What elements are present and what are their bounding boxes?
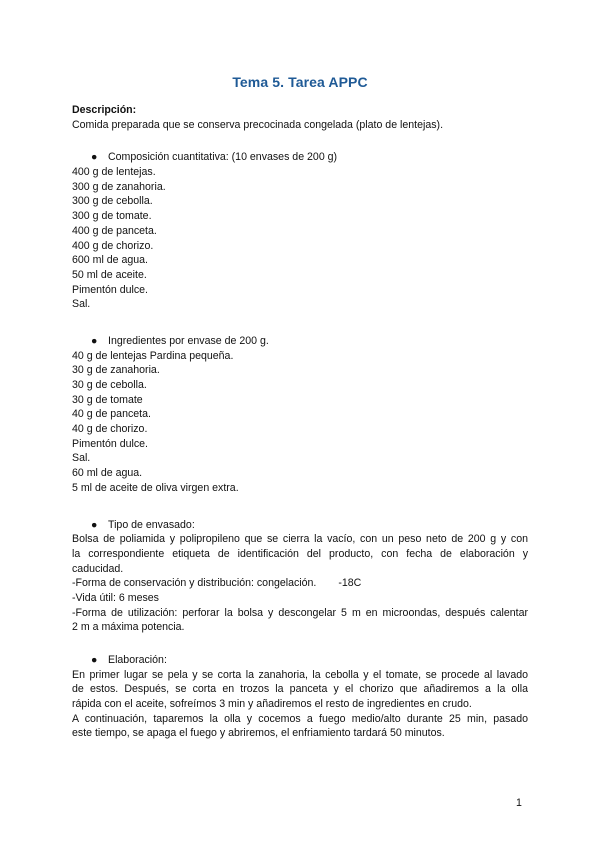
list-item: 400 g de lentejas. (72, 166, 156, 179)
elaboracion-bullet (72, 653, 528, 668)
composicion-list (72, 165, 528, 312)
ingredientes-bullet (72, 334, 528, 349)
bullet-icon: ● (91, 151, 98, 164)
descripcion-text: Comida preparada que se conserva precocinada congelada (plato de lentejas). (72, 118, 444, 131)
envasado-bullet (72, 518, 528, 533)
elaboracion-paragraph-line: de estos. Después, se corta en trozos la panceta y el chorizo que añadiremos a la olla (72, 683, 528, 696)
list-item: 60 ml de agua. (72, 467, 143, 480)
list-item: 300 g de tomate. (72, 210, 152, 223)
utilizacion-line: -Forma de utilización: perforar la bolsa y descongelar 5 m en microondas, después calentar (72, 606, 528, 619)
conservacion-label: -Forma de conservación y distribución: congelación. (72, 577, 317, 590)
list-item: 30 g de zanahoria. (72, 364, 160, 377)
ingredientes-list (72, 349, 528, 496)
list-item: Pimentón dulce. (72, 283, 148, 296)
vida-util-line: -Vida útil: 6 meses (72, 591, 159, 604)
envasado-paragraph-line: Bolsa de poliamida y polipropileno que se cierra la vacío, con un peso neto de 200 g y con (72, 533, 528, 546)
page-title: Tema 5. Tarea APPC (232, 74, 368, 90)
list-item: 400 g de panceta. (72, 224, 157, 237)
list-item: 30 g de cebolla. (72, 379, 147, 391)
list-item: 40 g de chorizo. (72, 423, 148, 436)
list-item: 300 g de cebolla. (72, 195, 153, 208)
elaboracion-paragraph-line: En primer lugar se pela y se corta la zanahoria, la cebolla y el tomate, se procede al lavado (72, 668, 528, 681)
list-item: Sal. (72, 298, 91, 311)
utilizacion-line: 2 m a máxima potencia. (72, 621, 185, 634)
list-item: 300 g de zanahoria. (72, 180, 166, 193)
envasado-paragraph-line: caducidad. (72, 562, 124, 575)
elaboracion-paragraph-line: A continuación, taparemos la olla y cocemos a fuego medio/alto durante 25 min, pasado (72, 712, 528, 725)
list-item: 400 g de chorizo. (72, 239, 154, 252)
list-item: 600 ml de agua. (72, 254, 148, 267)
list-item: Pimentón dulce. (72, 437, 148, 450)
bullet-icon: ● (91, 654, 98, 666)
bullet-icon: ● (91, 518, 98, 531)
document-body (72, 103, 528, 741)
bullet-icon: ● (91, 334, 98, 347)
list-item: 50 ml de aceite. (72, 268, 147, 281)
descripcion-heading: Descripción: (72, 104, 137, 116)
list-item: 5 ml de aceite de oliva virgen extra. (72, 481, 239, 494)
list-item: Sal. (72, 452, 91, 465)
envasado-heading: Tipo de envasado: (108, 518, 195, 531)
elaboracion-paragraph-line: rápida con el aceite, sofreímos 3 min y añadiremos el resto de ingredientes en crudo. (72, 698, 472, 711)
list-item: 40 g de panceta. (72, 408, 151, 421)
conservacion-line (72, 576, 528, 591)
list-item: 30 g de tomate (72, 393, 143, 406)
ingredientes-heading: Ingredientes por envase de 200 g. (108, 334, 269, 347)
envasado-paragraph-line: la correspondiente etiqueta de identificación del producto, con fecha de elaboración y (72, 547, 528, 560)
conservacion-temp: -18C (338, 577, 362, 590)
page-number: 1 (516, 797, 522, 809)
composicion-bullet (72, 150, 528, 165)
elaboracion-heading: Elaboración: (108, 654, 167, 666)
list-item: 40 g de lentejas Pardina pequeña. (72, 349, 234, 362)
composicion-heading: Composición cuantitativa: (10 envases de 200 g) (108, 151, 338, 164)
elaboracion-paragraph-line: este tiempo, se apaga el fuego y abriremos, el enfriamiento tardará 50 minutos. (72, 727, 445, 740)
